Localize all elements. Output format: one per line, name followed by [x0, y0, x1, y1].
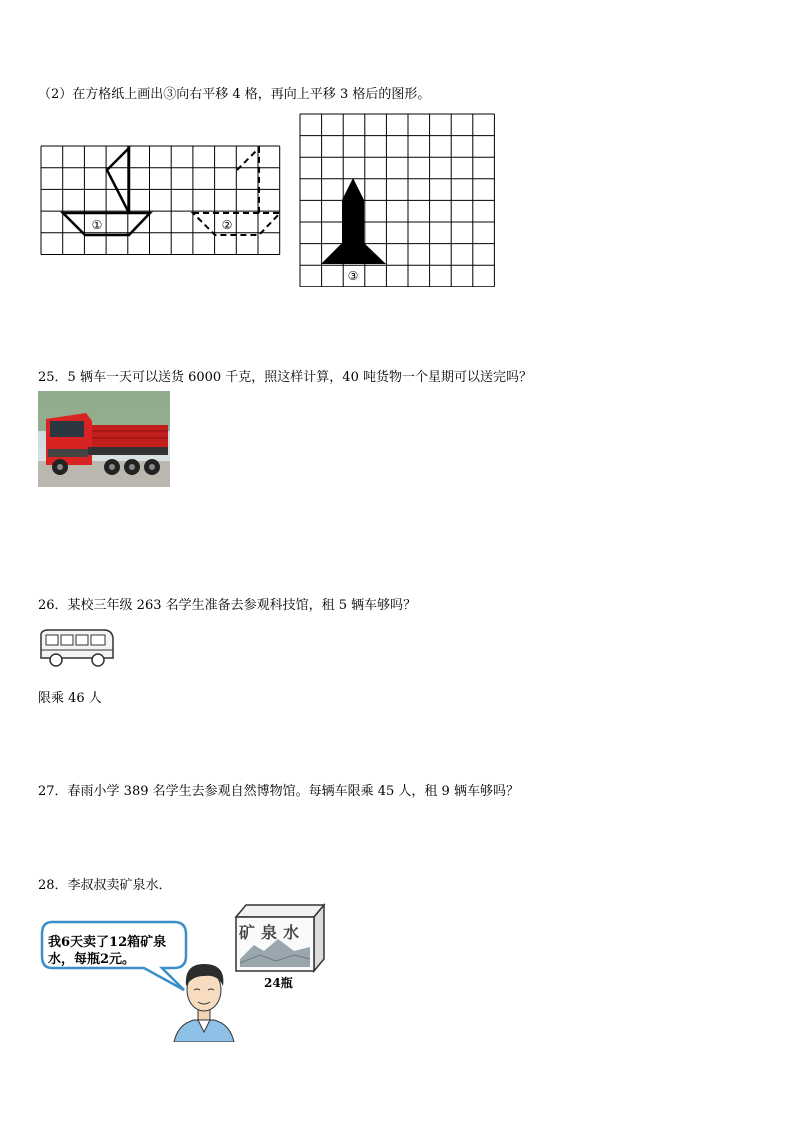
question-27-text: 27．春雨小学 389 名学生去参观自然博物馆。每辆车限乘 45 人，租 9 辆车够吗？: [38, 784, 519, 799]
bus-capacity-caption: 限乘 46 人: [38, 691, 102, 706]
shape1-sail: [107, 148, 129, 213]
shape2-sail: [237, 148, 259, 213]
bus-icon: [38, 628, 116, 670]
speech-line-2: 水，每瓶2元。: [48, 952, 136, 967]
speech-line-1: 我6天卖了12箱矿泉: [48, 935, 167, 950]
man-illustration: [168, 958, 240, 1042]
shape1-label: ①: [91, 218, 103, 232]
water-box-caption: 24瓶: [264, 976, 293, 990]
truck-photo: [38, 391, 170, 487]
shape3-label: ③: [347, 269, 359, 283]
shape3-rocket: [321, 178, 386, 264]
water-box-label: 矿泉水: [239, 923, 306, 942]
shape2-label: ②: [221, 218, 233, 232]
question-26-text: 26．某校三年级 263 名学生准备去参观科技馆，租 5 辆车够吗？: [38, 598, 417, 613]
question-25-text: 25．5 辆车一天可以送货 6000 千克，照这样计算，40 吨货物一个星期可以送完吗？: [38, 370, 532, 385]
left-grid-figure: [40, 140, 283, 256]
question-28-text: 28．李叔叔卖矿泉水．: [38, 878, 172, 893]
right-grid-figure: [299, 113, 496, 287]
question-24-part2-text: （2）在方格纸上画出③向右平移 4 格，再向上平移 3 格后的图形。: [38, 87, 431, 102]
